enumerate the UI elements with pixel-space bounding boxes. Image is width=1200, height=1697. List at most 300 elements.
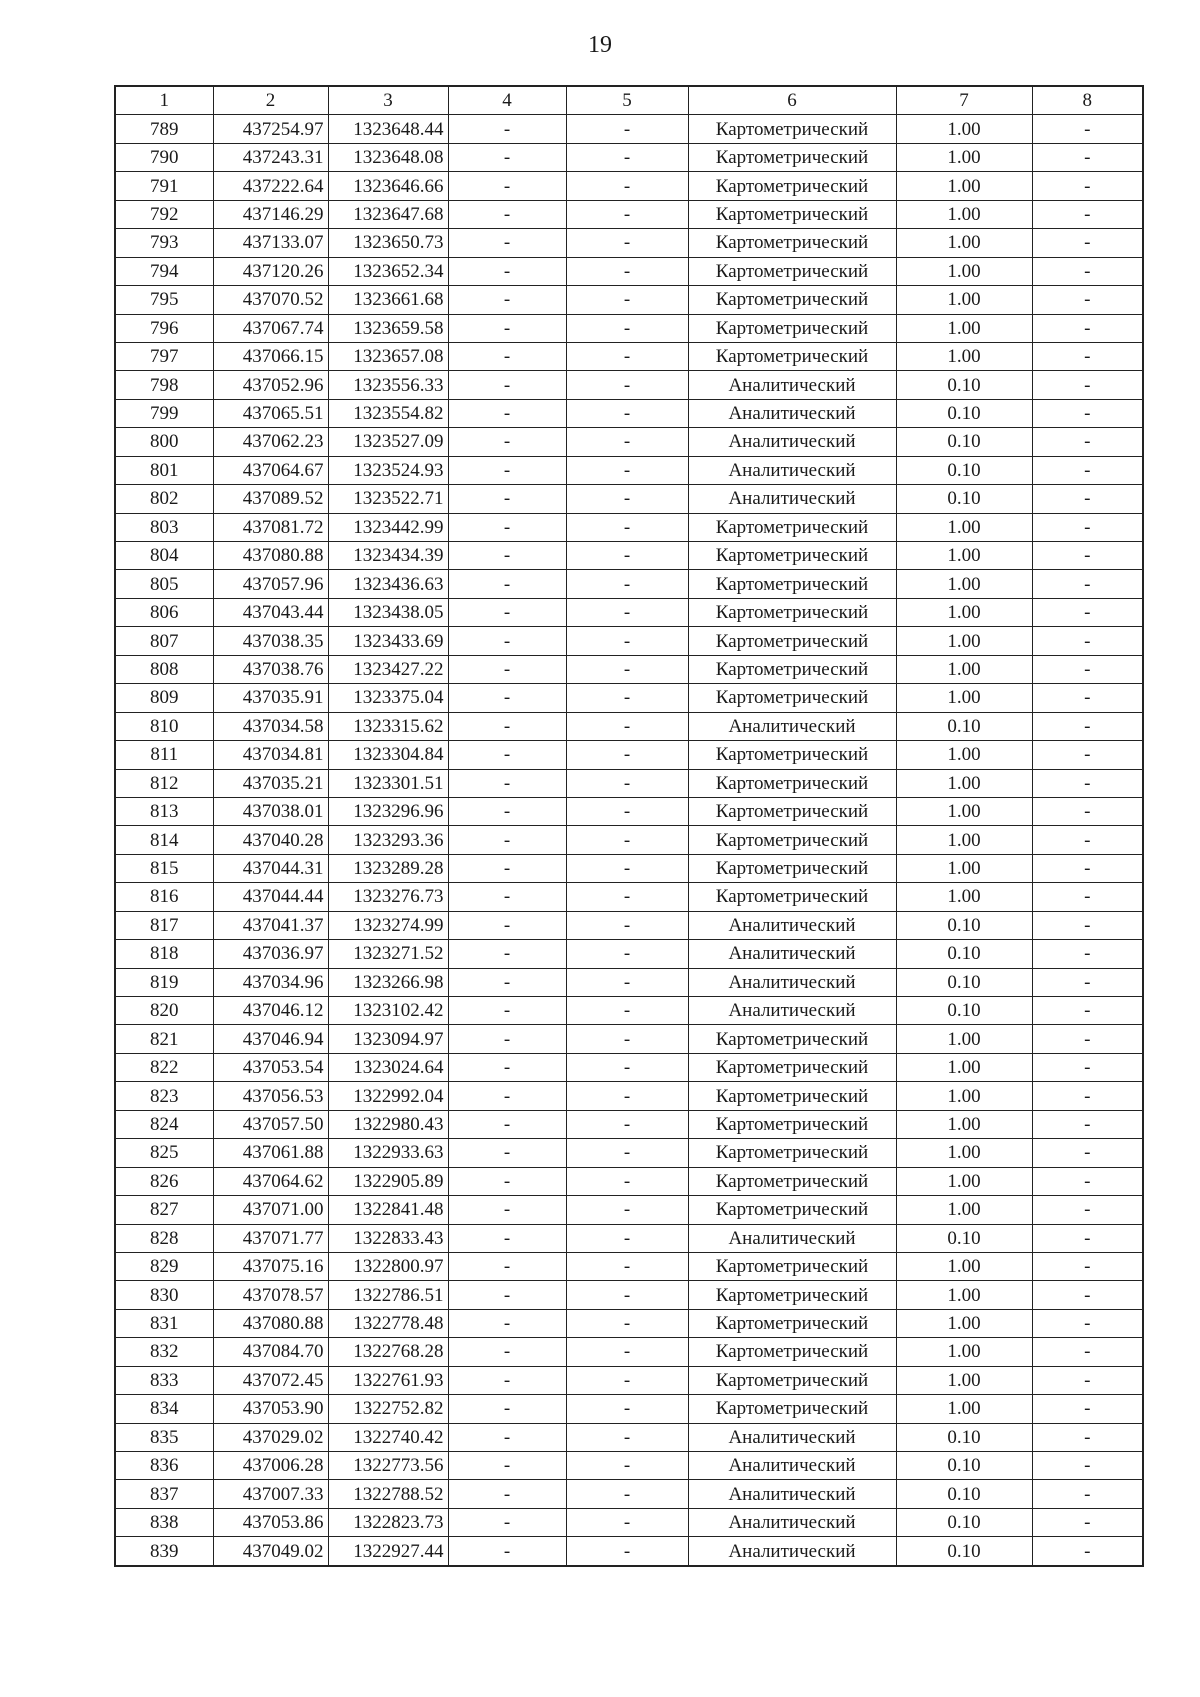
table-row — [115, 1139, 1143, 1167]
cell-col-4: - — [448, 1309, 566, 1337]
cell-col-8: - — [1032, 1366, 1143, 1394]
cell-col-5: - — [566, 371, 688, 399]
cell-col-8: - — [1032, 314, 1143, 342]
cell-coord-x: 437034.96 — [213, 968, 328, 996]
cell-accuracy: 1.00 — [896, 655, 1032, 683]
cell-col-5: - — [566, 712, 688, 740]
cell-accuracy: 1.00 — [896, 1366, 1032, 1394]
cell-method: Картометрический — [688, 1082, 896, 1110]
cell-col-8: - — [1032, 741, 1143, 769]
cell-coord-y: 1323434.39 — [328, 542, 448, 570]
cell-point-number: 822 — [115, 1053, 213, 1081]
table-row — [115, 229, 1143, 257]
cell-coord-x: 437044.31 — [213, 854, 328, 882]
cell-coord-x: 437071.00 — [213, 1196, 328, 1224]
cell-col-8: - — [1032, 286, 1143, 314]
table-row — [115, 1395, 1143, 1423]
cell-accuracy: 1.00 — [896, 854, 1032, 882]
cell-coord-y: 1323266.98 — [328, 968, 448, 996]
cell-point-number: 801 — [115, 456, 213, 484]
cell-coord-y: 1323646.66 — [328, 172, 448, 200]
table-row — [115, 598, 1143, 626]
cell-coord-y: 1322992.04 — [328, 1082, 448, 1110]
cell-col-5: - — [566, 911, 688, 939]
cell-point-number: 836 — [115, 1452, 213, 1480]
table-row — [115, 1480, 1143, 1508]
cell-method: Картометрический — [688, 1025, 896, 1053]
cell-coord-y: 1322752.82 — [328, 1395, 448, 1423]
cell-coord-x: 437072.45 — [213, 1366, 328, 1394]
cell-col-8: - — [1032, 485, 1143, 513]
table-row — [115, 968, 1143, 996]
cell-method: Аналитический — [688, 940, 896, 968]
cell-point-number: 828 — [115, 1224, 213, 1252]
cell-method: Картометрический — [688, 1252, 896, 1280]
table-row — [115, 200, 1143, 228]
cell-point-number: 797 — [115, 342, 213, 370]
cell-col-8: - — [1032, 940, 1143, 968]
cell-col-8: - — [1032, 1196, 1143, 1224]
cell-col-5: - — [566, 1338, 688, 1366]
cell-col-8: - — [1032, 542, 1143, 570]
cell-point-number: 832 — [115, 1338, 213, 1366]
cell-coord-y: 1323271.52 — [328, 940, 448, 968]
cell-coord-y: 1323296.96 — [328, 797, 448, 825]
table-row — [115, 1309, 1143, 1337]
cell-col-8: - — [1032, 1224, 1143, 1252]
cell-col-8: - — [1032, 115, 1143, 143]
cell-coord-x: 437243.31 — [213, 143, 328, 171]
cell-col-4: - — [448, 286, 566, 314]
cell-coord-x: 437052.96 — [213, 371, 328, 399]
cell-method: Аналитический — [688, 1480, 896, 1508]
cell-method: Картометрический — [688, 513, 896, 541]
cell-method: Картометрический — [688, 570, 896, 598]
cell-col-4: - — [448, 1252, 566, 1280]
table-row — [115, 712, 1143, 740]
cell-col-5: - — [566, 940, 688, 968]
cell-point-number: 831 — [115, 1309, 213, 1337]
cell-coord-x: 437084.70 — [213, 1338, 328, 1366]
cell-col-8: - — [1032, 911, 1143, 939]
cell-coord-x: 437071.77 — [213, 1224, 328, 1252]
cell-col-4: - — [448, 1508, 566, 1536]
cell-col-4: - — [448, 200, 566, 228]
cell-coord-x: 437036.97 — [213, 940, 328, 968]
table-row — [115, 1537, 1143, 1566]
cell-col-5: - — [566, 1395, 688, 1423]
cell-method: Картометрический — [688, 1309, 896, 1337]
cell-col-4: - — [448, 570, 566, 598]
cell-col-4: - — [448, 115, 566, 143]
cell-point-number: 819 — [115, 968, 213, 996]
table-row — [115, 1423, 1143, 1451]
cell-col-8: - — [1032, 1082, 1143, 1110]
cell-coord-x: 437222.64 — [213, 172, 328, 200]
table-row — [115, 342, 1143, 370]
cell-coord-y: 1323661.68 — [328, 286, 448, 314]
cell-col-5: - — [566, 257, 688, 285]
cell-coord-y: 1323433.69 — [328, 627, 448, 655]
cell-col-5: - — [566, 428, 688, 456]
cell-coord-x: 437038.35 — [213, 627, 328, 655]
cell-method: Картометрический — [688, 229, 896, 257]
cell-method: Аналитический — [688, 1452, 896, 1480]
cell-col-5: - — [566, 797, 688, 825]
cell-method: Картометрический — [688, 769, 896, 797]
table-row — [115, 797, 1143, 825]
cell-method: Картометрический — [688, 200, 896, 228]
cell-coord-y: 1323652.34 — [328, 257, 448, 285]
table-row — [115, 1252, 1143, 1280]
cell-col-5: - — [566, 456, 688, 484]
cell-col-5: - — [566, 1053, 688, 1081]
cell-col-5: - — [566, 399, 688, 427]
cell-coord-x: 437061.88 — [213, 1139, 328, 1167]
cell-col-4: - — [448, 1366, 566, 1394]
cell-coord-x: 437080.88 — [213, 1309, 328, 1337]
cell-col-4: - — [448, 1537, 566, 1566]
header-cell-1: 1 — [115, 86, 213, 115]
cell-point-number: 794 — [115, 257, 213, 285]
cell-coord-x: 437075.16 — [213, 1252, 328, 1280]
cell-coord-y: 1323436.63 — [328, 570, 448, 598]
table-row — [115, 314, 1143, 342]
cell-point-number: 835 — [115, 1423, 213, 1451]
cell-method: Картометрический — [688, 342, 896, 370]
cell-col-5: - — [566, 1508, 688, 1536]
cell-col-8: - — [1032, 1139, 1143, 1167]
cell-coord-y: 1323522.71 — [328, 485, 448, 513]
table-row — [115, 172, 1143, 200]
cell-col-4: - — [448, 485, 566, 513]
header-cell-8: 8 — [1032, 86, 1143, 115]
cell-coord-y: 1323554.82 — [328, 399, 448, 427]
cell-accuracy: 0.10 — [896, 456, 1032, 484]
cell-col-5: - — [566, 115, 688, 143]
cell-coord-x: 437034.58 — [213, 712, 328, 740]
cell-point-number: 790 — [115, 143, 213, 171]
cell-method: Картометрический — [688, 1053, 896, 1081]
cell-method: Картометрический — [688, 115, 896, 143]
table-row — [115, 1082, 1143, 1110]
cell-point-number: 795 — [115, 286, 213, 314]
cell-method: Аналитический — [688, 712, 896, 740]
cell-col-4: - — [448, 883, 566, 911]
cell-col-4: - — [448, 911, 566, 939]
table-row — [115, 371, 1143, 399]
cell-col-4: - — [448, 769, 566, 797]
table-row — [115, 1025, 1143, 1053]
table-row — [115, 485, 1143, 513]
cell-point-number: 805 — [115, 570, 213, 598]
cell-coord-x: 437065.51 — [213, 399, 328, 427]
cell-method: Аналитический — [688, 1508, 896, 1536]
cell-point-number: 833 — [115, 1366, 213, 1394]
cell-col-8: - — [1032, 1537, 1143, 1566]
cell-method: Аналитический — [688, 911, 896, 939]
cell-col-4: - — [448, 456, 566, 484]
cell-coord-y: 1322833.43 — [328, 1224, 448, 1252]
cell-col-5: - — [566, 769, 688, 797]
cell-col-8: - — [1032, 769, 1143, 797]
cell-col-5: - — [566, 627, 688, 655]
cell-point-number: 818 — [115, 940, 213, 968]
cell-point-number: 808 — [115, 655, 213, 683]
cell-accuracy: 1.00 — [896, 286, 1032, 314]
cell-col-5: - — [566, 1139, 688, 1167]
cell-coord-y: 1322773.56 — [328, 1452, 448, 1480]
cell-col-4: - — [448, 598, 566, 626]
cell-col-5: - — [566, 1025, 688, 1053]
cell-coord-y: 1322841.48 — [328, 1196, 448, 1224]
cell-accuracy: 0.10 — [896, 1224, 1032, 1252]
cell-col-8: - — [1032, 883, 1143, 911]
cell-method: Аналитический — [688, 1537, 896, 1566]
table-row — [115, 940, 1143, 968]
cell-accuracy: 0.10 — [896, 712, 1032, 740]
cell-coord-y: 1322905.89 — [328, 1167, 448, 1195]
cell-col-4: - — [448, 1139, 566, 1167]
cell-coord-x: 437064.67 — [213, 456, 328, 484]
cell-col-4: - — [448, 1196, 566, 1224]
table-row — [115, 1196, 1143, 1224]
page-number: 19 — [588, 32, 612, 58]
cell-col-5: - — [566, 655, 688, 683]
cell-accuracy: 1.00 — [896, 342, 1032, 370]
cell-col-4: - — [448, 1224, 566, 1252]
cell-accuracy: 1.00 — [896, 172, 1032, 200]
cell-col-4: - — [448, 542, 566, 570]
cell-accuracy: 1.00 — [896, 1252, 1032, 1280]
cell-method: Картометрический — [688, 1167, 896, 1195]
cell-accuracy: 1.00 — [896, 883, 1032, 911]
cell-coord-x: 437254.97 — [213, 115, 328, 143]
cell-col-4: - — [448, 712, 566, 740]
cell-accuracy: 1.00 — [896, 1025, 1032, 1053]
cell-col-5: - — [566, 1224, 688, 1252]
cell-method: Картометрический — [688, 314, 896, 342]
table-row — [115, 1167, 1143, 1195]
cell-point-number: 811 — [115, 741, 213, 769]
cell-coord-y: 1322980.43 — [328, 1110, 448, 1138]
cell-method: Аналитический — [688, 371, 896, 399]
cell-coord-x: 437044.44 — [213, 883, 328, 911]
table-row — [115, 1338, 1143, 1366]
cell-coord-x: 437041.37 — [213, 911, 328, 939]
cell-coord-x: 437029.02 — [213, 1423, 328, 1451]
cell-method: Картометрический — [688, 854, 896, 882]
cell-col-5: - — [566, 1309, 688, 1337]
cell-accuracy: 0.10 — [896, 1480, 1032, 1508]
cell-col-4: - — [448, 627, 566, 655]
table-row — [115, 1110, 1143, 1138]
cell-point-number: 809 — [115, 684, 213, 712]
table-row — [115, 428, 1143, 456]
table-row — [115, 456, 1143, 484]
cell-col-5: - — [566, 229, 688, 257]
cell-col-8: - — [1032, 1053, 1143, 1081]
table-row — [115, 1508, 1143, 1536]
cell-point-number: 815 — [115, 854, 213, 882]
cell-col-8: - — [1032, 371, 1143, 399]
cell-coord-y: 1323650.73 — [328, 229, 448, 257]
cell-coord-y: 1322823.73 — [328, 1508, 448, 1536]
table-row — [115, 684, 1143, 712]
cell-col-8: - — [1032, 712, 1143, 740]
cell-accuracy: 1.00 — [896, 741, 1032, 769]
cell-accuracy: 0.10 — [896, 1423, 1032, 1451]
cell-point-number: 825 — [115, 1139, 213, 1167]
cell-method: Картометрический — [688, 598, 896, 626]
cell-accuracy: 1.00 — [896, 200, 1032, 228]
cell-coord-x: 437133.07 — [213, 229, 328, 257]
cell-point-number: 829 — [115, 1252, 213, 1280]
cell-point-number: 798 — [115, 371, 213, 399]
cell-col-8: - — [1032, 1480, 1143, 1508]
cell-accuracy: 0.10 — [896, 1537, 1032, 1566]
cell-coord-y: 1323102.42 — [328, 997, 448, 1025]
cell-col-4: - — [448, 741, 566, 769]
cell-col-5: - — [566, 598, 688, 626]
cell-point-number: 806 — [115, 598, 213, 626]
cell-accuracy: 1.00 — [896, 1196, 1032, 1224]
cell-point-number: 814 — [115, 826, 213, 854]
cell-method: Картометрический — [688, 143, 896, 171]
cell-col-4: - — [448, 1281, 566, 1309]
header-cell-2: 2 — [213, 86, 328, 115]
cell-coord-y: 1323304.84 — [328, 741, 448, 769]
cell-col-8: - — [1032, 1309, 1143, 1337]
cell-col-8: - — [1032, 456, 1143, 484]
cell-coord-y: 1323442.99 — [328, 513, 448, 541]
cell-col-8: - — [1032, 428, 1143, 456]
cell-col-4: - — [448, 1082, 566, 1110]
cell-col-4: - — [448, 968, 566, 996]
cell-accuracy: 1.00 — [896, 1309, 1032, 1337]
cell-method: Картометрический — [688, 1196, 896, 1224]
cell-col-5: - — [566, 997, 688, 1025]
cell-col-4: - — [448, 229, 566, 257]
cell-method: Аналитический — [688, 456, 896, 484]
cell-accuracy: 1.00 — [896, 1395, 1032, 1423]
cell-col-8: - — [1032, 1025, 1143, 1053]
cell-col-8: - — [1032, 1508, 1143, 1536]
header-cell-6: 6 — [688, 86, 896, 115]
cell-method: Аналитический — [688, 997, 896, 1025]
cell-col-8: - — [1032, 1110, 1143, 1138]
table-row — [115, 1366, 1143, 1394]
header-cell-4: 4 — [448, 86, 566, 115]
cell-accuracy: 1.00 — [896, 1110, 1032, 1138]
cell-col-8: - — [1032, 257, 1143, 285]
cell-accuracy: 1.00 — [896, 570, 1032, 598]
cell-accuracy: 1.00 — [896, 1338, 1032, 1366]
cell-point-number: 793 — [115, 229, 213, 257]
cell-coord-x: 437057.96 — [213, 570, 328, 598]
cell-method: Картометрический — [688, 172, 896, 200]
cell-col-4: - — [448, 143, 566, 171]
cell-col-4: - — [448, 854, 566, 882]
cell-coord-y: 1322788.52 — [328, 1480, 448, 1508]
cell-col-8: - — [1032, 1452, 1143, 1480]
cell-col-8: - — [1032, 200, 1143, 228]
table-row — [115, 1224, 1143, 1252]
cell-coord-x: 437070.52 — [213, 286, 328, 314]
cell-accuracy: 1.00 — [896, 826, 1032, 854]
cell-col-8: - — [1032, 797, 1143, 825]
table-row — [115, 627, 1143, 655]
cell-col-5: - — [566, 854, 688, 882]
cell-coord-x: 437006.28 — [213, 1452, 328, 1480]
cell-point-number: 817 — [115, 911, 213, 939]
cell-col-4: - — [448, 655, 566, 683]
cell-coord-y: 1323647.68 — [328, 200, 448, 228]
cell-coord-x: 437046.94 — [213, 1025, 328, 1053]
cell-method: Картометрический — [688, 542, 896, 570]
table-header — [115, 86, 1143, 115]
cell-col-8: - — [1032, 598, 1143, 626]
cell-col-5: - — [566, 200, 688, 228]
cell-coord-x: 437040.28 — [213, 826, 328, 854]
cell-accuracy: 0.10 — [896, 940, 1032, 968]
cell-method: Аналитический — [688, 968, 896, 996]
cell-col-5: - — [566, 1423, 688, 1451]
cell-point-number: 837 — [115, 1480, 213, 1508]
cell-accuracy: 0.10 — [896, 428, 1032, 456]
table-row — [115, 883, 1143, 911]
cell-coord-x: 437081.72 — [213, 513, 328, 541]
cell-coord-y: 1323648.08 — [328, 143, 448, 171]
cell-col-4: - — [448, 940, 566, 968]
cell-col-5: - — [566, 485, 688, 513]
cell-point-number: 820 — [115, 997, 213, 1025]
cell-coord-x: 437034.81 — [213, 741, 328, 769]
cell-coord-x: 437062.23 — [213, 428, 328, 456]
cell-point-number: 807 — [115, 627, 213, 655]
table-row — [115, 570, 1143, 598]
cell-method: Картометрический — [688, 655, 896, 683]
cell-point-number: 816 — [115, 883, 213, 911]
cell-accuracy: 0.10 — [896, 997, 1032, 1025]
cell-method: Аналитический — [688, 485, 896, 513]
cell-col-5: - — [566, 883, 688, 911]
cell-point-number: 792 — [115, 200, 213, 228]
cell-point-number: 826 — [115, 1167, 213, 1195]
cell-point-number: 791 — [115, 172, 213, 200]
cell-col-8: - — [1032, 342, 1143, 370]
cell-coord-y: 1322933.63 — [328, 1139, 448, 1167]
cell-col-5: - — [566, 1167, 688, 1195]
cell-col-5: - — [566, 314, 688, 342]
cell-method: Картометрический — [688, 684, 896, 712]
cell-col-8: - — [1032, 1338, 1143, 1366]
cell-col-8: - — [1032, 1281, 1143, 1309]
cell-coord-y: 1323657.08 — [328, 342, 448, 370]
table-row — [115, 1281, 1143, 1309]
table-row — [115, 1452, 1143, 1480]
cell-point-number: 838 — [115, 1508, 213, 1536]
table-row — [115, 826, 1143, 854]
cell-accuracy: 1.00 — [896, 684, 1032, 712]
cell-col-8: - — [1032, 627, 1143, 655]
cell-col-8: - — [1032, 399, 1143, 427]
cell-method: Картометрический — [688, 741, 896, 769]
cell-col-8: - — [1032, 229, 1143, 257]
cell-coord-x: 437066.15 — [213, 342, 328, 370]
cell-accuracy: 0.10 — [896, 371, 1032, 399]
cell-coord-y: 1322778.48 — [328, 1309, 448, 1337]
